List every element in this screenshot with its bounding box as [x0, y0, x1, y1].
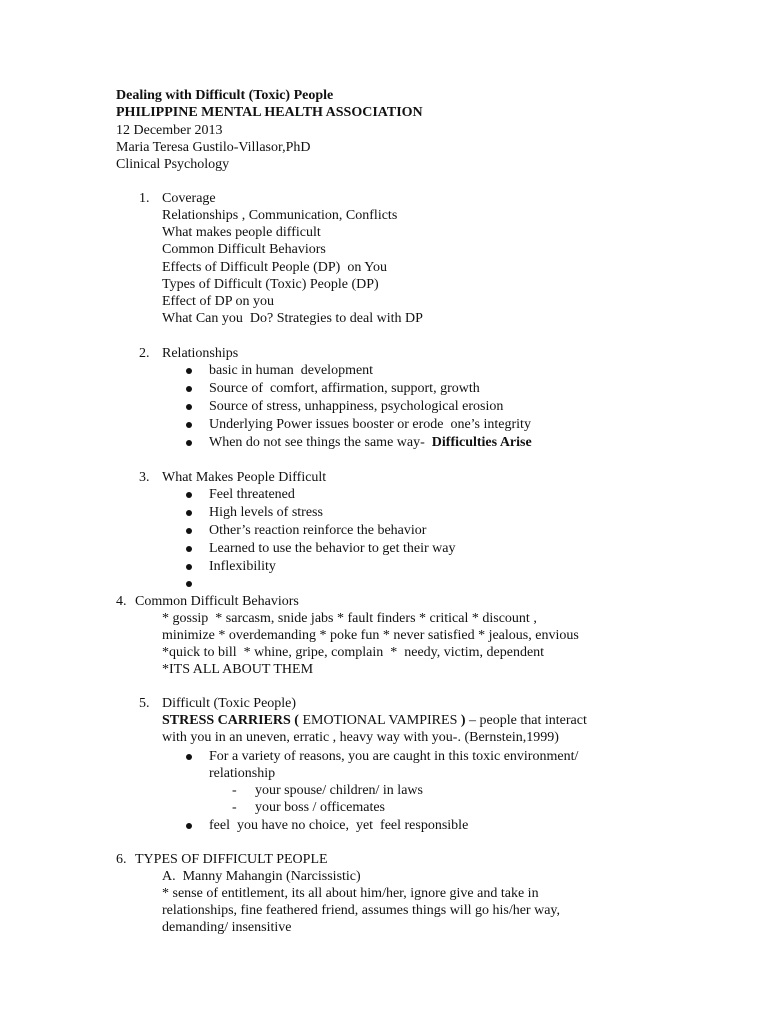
sub-list-item: your boss / officemates: [255, 800, 385, 815]
bullet-icon: [186, 754, 192, 760]
bullet-icon: [186, 440, 192, 446]
dash-marker: -: [232, 783, 237, 798]
definition-line: [162, 712, 587, 729]
list-item: feel you have no choice, yet feel responsible: [209, 818, 469, 833]
author-name: Maria Teresa Gustilo-Villasor,PhD: [116, 140, 311, 155]
definition-text: EMOTIONAL VAMPIRES: [298, 713, 461, 728]
list-item-text: When do not see things the same way-: [209, 435, 432, 450]
list-item: Effects of Difficult People (DP) on You: [162, 260, 388, 275]
bullet-icon: [186, 528, 192, 534]
organization-name: PHILIPPINE MENTAL HEALTH ASSOCIATION: [116, 105, 423, 120]
emphasis-text: ): [460, 713, 466, 728]
text-line: relationships, fine feathered friend, assumes things will go his/her way,: [162, 903, 560, 918]
document-date: 12 December 2013: [116, 123, 223, 138]
list-item: Types of Difficult (Toxic) People (DP): [162, 277, 379, 292]
list-item: Feel threatened: [209, 487, 295, 502]
section-title: Coverage: [162, 191, 216, 206]
list-item: What makes people difficult: [162, 225, 321, 240]
section-number: 3.: [139, 470, 150, 485]
dash-marker: -: [232, 800, 237, 815]
bullet-icon: [186, 386, 192, 392]
section-number: 6.: [116, 852, 127, 867]
bullet-icon: [186, 546, 192, 552]
author-field: Clinical Psychology: [116, 157, 230, 172]
text-line: * gossip * sarcasm, snide jabs * fault finders * critical * discount ,: [162, 611, 537, 626]
text-line: *quick to bill * whine, gripe, complain * needy, victim, dependent: [162, 645, 545, 660]
text-line: * sense of entitlement, its all about him/her, ignore give and take in: [162, 886, 539, 901]
list-item: What Can you Do? Strategies to deal with DP: [162, 311, 423, 326]
bullet-icon: [186, 422, 192, 428]
text-line: demanding/ insensitive: [162, 920, 292, 935]
bullet-icon: [186, 581, 192, 587]
section-number: 5.: [139, 696, 150, 711]
section-title: Common Difficult Behaviors: [135, 594, 299, 609]
definition-line: with you in an uneven, erratic , heavy way with you-. (Bernstein,1999): [162, 730, 559, 745]
section-title: What Makes People Difficult: [162, 470, 327, 485]
list-item: Underlying Power issues booster or erode one’s integrity: [209, 417, 531, 432]
list-item: For a variety of reasons, you are caught in this toxic environment/: [209, 749, 579, 764]
text-line: minimize * overdemanding * poke fun * never satisfied * jealous, envious: [162, 628, 579, 643]
list-item-continuation: relationship: [209, 766, 276, 781]
bullet-icon: [186, 823, 192, 829]
document-title: Dealing with Difficult (Toxic) People: [116, 88, 334, 103]
bullet-icon: [186, 564, 192, 570]
list-item: Relationships , Communication, Conflicts: [162, 208, 398, 223]
sub-list-item: your spouse/ children/ in laws: [255, 783, 423, 798]
section-title: Difficult (Toxic People): [162, 696, 297, 711]
bullet-icon: [186, 510, 192, 516]
list-item: Effect of DP on you: [162, 294, 274, 309]
section-title: TYPES OF DIFFICULT PEOPLE: [135, 852, 328, 867]
bullet-icon: [186, 492, 192, 498]
emphasis-text: Difficulties Arise: [431, 435, 532, 450]
list-item: Source of comfort, affirmation, support, growth: [209, 381, 480, 396]
list-item: Source of stress, unhappiness, psychological erosion: [209, 399, 504, 414]
list-item: Inflexibility: [209, 559, 276, 574]
list-item: basic in human development: [209, 363, 374, 378]
list-item: Other’s reaction reinforce the behavior: [209, 523, 427, 538]
list-item: Common Difficult Behaviors: [162, 242, 326, 257]
section-number: 4.: [116, 594, 127, 609]
emphasis-text: STRESS CARRIERS (: [162, 713, 299, 728]
text-line: *ITS ALL ABOUT THEM: [162, 662, 314, 677]
bullet-icon: [186, 368, 192, 374]
section-title: Relationships: [162, 346, 239, 361]
section-number: 2.: [139, 346, 150, 361]
list-item: Learned to use the behavior to get their way: [209, 541, 456, 556]
subsection-title: A. Manny Mahangin (Narcissistic): [162, 869, 361, 884]
definition-text: – people that interact: [465, 713, 587, 728]
bullet-icon: [186, 404, 192, 410]
list-item: High levels of stress: [209, 505, 323, 520]
list-item: [209, 434, 532, 451]
section-number: 1.: [139, 191, 150, 206]
